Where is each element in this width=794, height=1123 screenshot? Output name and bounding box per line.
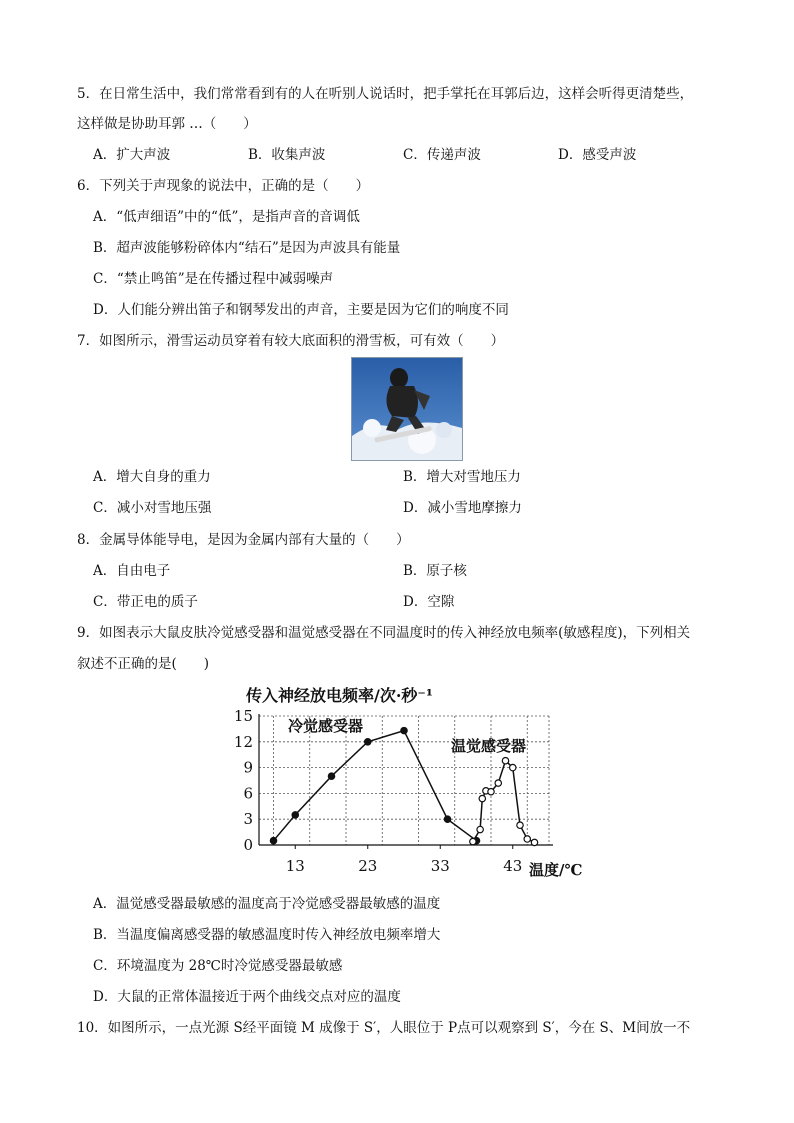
x-tick-label: 23 bbox=[358, 857, 378, 875]
y-tick-label: 9 bbox=[243, 758, 253, 777]
x-tick-label: 33 bbox=[430, 857, 450, 875]
chart-grid bbox=[259, 716, 549, 845]
q5-option-a: A．扩大声波 bbox=[93, 147, 171, 163]
q8-option-a: A．自由电子 bbox=[93, 563, 171, 579]
cold-point bbox=[292, 812, 298, 818]
question-5-stem-cont: 这样做是协助耳郭 …（ ） bbox=[77, 116, 257, 132]
warm-point bbox=[477, 826, 483, 832]
warm-point bbox=[531, 839, 537, 845]
q5-option-b: B．收集声波 bbox=[248, 147, 326, 163]
q6-option-a: A．“低声细语”中的“低”，是指声音的音调低 bbox=[93, 209, 360, 225]
question-10-stem: 10．如图所示，一点光源 S经平面镜 M 成像于 S′，人眼位于 P点可以观察到 S′，今在 S、M间放一不 bbox=[77, 1020, 691, 1036]
series-line-0 bbox=[274, 731, 477, 841]
cold-point bbox=[270, 838, 276, 844]
chart-title: 传入神经放电频率/次·秒⁻¹ bbox=[246, 686, 433, 705]
legend-warm-receptor: 温觉感受器 bbox=[451, 737, 527, 755]
x-axis-label: 温度/℃ bbox=[529, 861, 583, 879]
q8-option-d: D．空隙 bbox=[403, 594, 455, 610]
q9-option-b: B．当温度偏离感受器的敏感温度时传入神经放电频率增大 bbox=[93, 927, 441, 943]
question-7-stem: 7．如图所示，滑雪运动员穿着有较大底面积的滑雪板，可有效（ ） bbox=[77, 333, 505, 349]
cold-point bbox=[401, 727, 407, 733]
y-tick-label: 6 bbox=[243, 784, 253, 803]
q9-option-d: D．大鼠的正常体温接近于两个曲线交点对应的温度 bbox=[93, 989, 401, 1005]
warm-point bbox=[479, 795, 485, 801]
q9-option-a: A．温觉感受器最敏感的温度高于冷觉感受器最敏感的温度 bbox=[93, 896, 441, 912]
x-tick-label: 13 bbox=[285, 857, 305, 875]
warm-point bbox=[495, 780, 501, 786]
cold-point bbox=[444, 816, 450, 822]
legend-cold-receptor: 冷觉感受器 bbox=[288, 717, 364, 735]
q5-option-d: D．感受声波 bbox=[558, 147, 637, 163]
q9-option-c: C．环境温度为 28℃时冷觉感受器最敏感 bbox=[93, 958, 343, 974]
q8-option-c: C．带正电的质子 bbox=[93, 594, 198, 610]
receptor-frequency-chart bbox=[222, 683, 602, 883]
question-5-stem: 5．在日常生活中，我们常常看到有的人在听别人说话时，把手掌托在耳郭后边，这样会听得更清楚些， bbox=[77, 86, 694, 102]
question-9-stem: 9．如图表示大鼠皮肤冷觉感受器和温觉感受器在不同温度时的传入神经放电频率(敏感程度)，下列相关 bbox=[77, 625, 691, 641]
q7-option-a: A．增大自身的重力 bbox=[93, 469, 211, 485]
chart-axes bbox=[234, 707, 553, 875]
y-tick-label: 12 bbox=[233, 732, 253, 751]
cold-point bbox=[328, 773, 334, 779]
warm-point bbox=[517, 822, 523, 828]
q6-option-d: D．人们能分辨出笛子和钢琴发出的声音，主要是因为它们的响度不同 bbox=[93, 302, 509, 318]
q8-option-b: B．原子核 bbox=[403, 563, 467, 579]
x-tick-label: 43 bbox=[503, 857, 523, 875]
warm-point bbox=[488, 788, 494, 794]
q6-option-b: B．超声波能够粉碎体内“结石”是因为声波具有能量 bbox=[93, 240, 401, 256]
y-tick-label: 0 bbox=[243, 836, 253, 854]
warm-point bbox=[502, 758, 508, 764]
q7-option-b: B．增大对雪地压力 bbox=[403, 469, 521, 485]
y-tick-label: 3 bbox=[243, 810, 253, 829]
question-8-stem: 8．金属导体能导电，是因为金属内部有大量的（ ） bbox=[77, 532, 410, 548]
question-6-stem: 6．下列关于声现象的说法中，正确的是（ ） bbox=[77, 178, 370, 194]
warm-point bbox=[470, 838, 476, 844]
q7-option-c: C．减小对雪地压强 bbox=[93, 500, 212, 516]
snowboarder-photo bbox=[351, 357, 463, 461]
q5-option-c: C．传递声波 bbox=[403, 147, 481, 163]
q6-option-c: C．“禁止鸣笛”是在传播过程中减弱噪声 bbox=[93, 271, 334, 287]
warm-point bbox=[510, 764, 516, 770]
y-tick-label: 15 bbox=[233, 707, 253, 725]
question-9-stem-cont: 叙述不正确的是( ) bbox=[77, 656, 210, 672]
q7-option-d: D．减小雪地摩擦力 bbox=[403, 500, 522, 516]
cold-point bbox=[365, 739, 371, 745]
warm-point bbox=[524, 836, 530, 842]
